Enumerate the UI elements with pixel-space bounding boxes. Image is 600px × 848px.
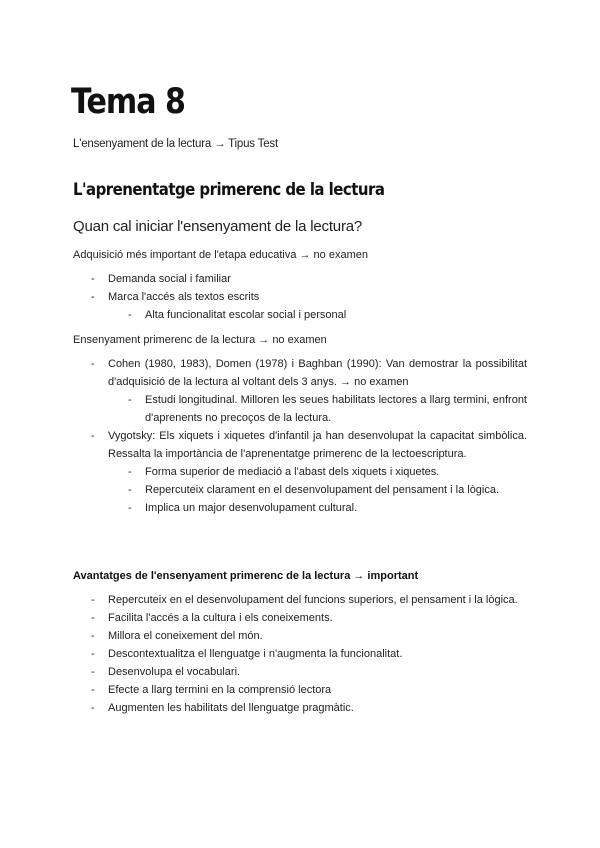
page-subtitle: L'ensenyament de la lectura → Tipus Test [73, 138, 278, 150]
paragraph-ensenyament: Ensenyament primerenc de la lectura → no examen [73, 334, 327, 346]
bullet-dash: - [128, 466, 132, 478]
list-avantatges [73, 591, 527, 717]
list-item: - Cohen (1980, 1983), Domen (1978) i Baghban (1990): Van demostrar la possibilitat d'adquisició de la lectura al voltant dels 3 anys. → no examen [73, 355, 527, 391]
section-subheading: Quan cal iniciar l'ensenyament de la lectura? [73, 218, 363, 235]
list-item: - Estudi longitudinal. Milloren les seues habilitats lectores a llarg termini, enfront d'aprenents no precoços de la lectura. [73, 391, 527, 427]
bullet-dash: - [128, 484, 132, 496]
list-item: - Demanda social i familiar [73, 270, 527, 288]
list-item: - Facilita l'accés a la cultura i els coneixements. [73, 609, 527, 627]
bullet-dash: - [91, 358, 95, 370]
bullet-dash: - [91, 291, 95, 303]
page-title: Tema 8 [71, 82, 185, 122]
list-adquisicio [73, 270, 527, 324]
list-item: - Millora el coneixement del món. [73, 627, 527, 645]
bullet-dash: - [91, 666, 95, 678]
bullet-dash: - [91, 594, 95, 606]
bullet-dash: - [128, 394, 132, 406]
list-item: - Descontextualitza el llenguatge i n'augmenta la funcionalitat. [73, 645, 527, 663]
list-item: - Desenvolupa el vocabulari. [73, 663, 527, 681]
list-item: - Alta funcionalitat escolar social i personal [73, 306, 527, 324]
avantatges-heading: Avantatges de l'ensenyament primerenc de la lectura → important [73, 570, 419, 582]
list-item: - Marca l'accés als textos escrits [73, 288, 527, 306]
list-item: - Repercuteix clarament en el desenvolupament del pensament i la lògica. [73, 481, 527, 499]
bullet-dash: - [91, 684, 95, 696]
bullet-dash: - [91, 630, 95, 642]
list-ensenyament [73, 355, 527, 517]
bullet-dash: - [91, 273, 95, 285]
list-item: - Forma superior de mediació a l'abast dels xiquets i xiquetes. [73, 463, 527, 481]
list-item: - Implica un major desenvolupament cultural. [73, 499, 527, 517]
list-item: - Efecte a llarg termini en la comprensió lectora [73, 681, 527, 699]
bullet-dash: - [91, 702, 95, 714]
paragraph-adquisicio: Adquisició més important de l'etapa educativa → no examen [73, 249, 368, 261]
list-item: - Repercuteix en el desenvolupament del funcions superiors, el pensament i la lògica. [73, 591, 527, 609]
bullet-dash: - [128, 309, 132, 321]
bullet-dash: - [128, 502, 132, 514]
list-item: - Augmenten les habilitats del llenguatge pragmàtic. [73, 699, 527, 717]
section-heading: L'aprenentatge primerenc de la lectura [73, 180, 385, 200]
bullet-dash: - [91, 648, 95, 660]
list-item: - Vygotsky: Els xiquets i xiquetes d'infantil ja han desenvolupat la capacitat simbòlica. Ressalta la importància de l'aprenentatge primerenc de la lectoescriptura. [73, 427, 527, 463]
bullet-dash: - [91, 430, 95, 442]
bullet-dash: - [91, 612, 95, 624]
